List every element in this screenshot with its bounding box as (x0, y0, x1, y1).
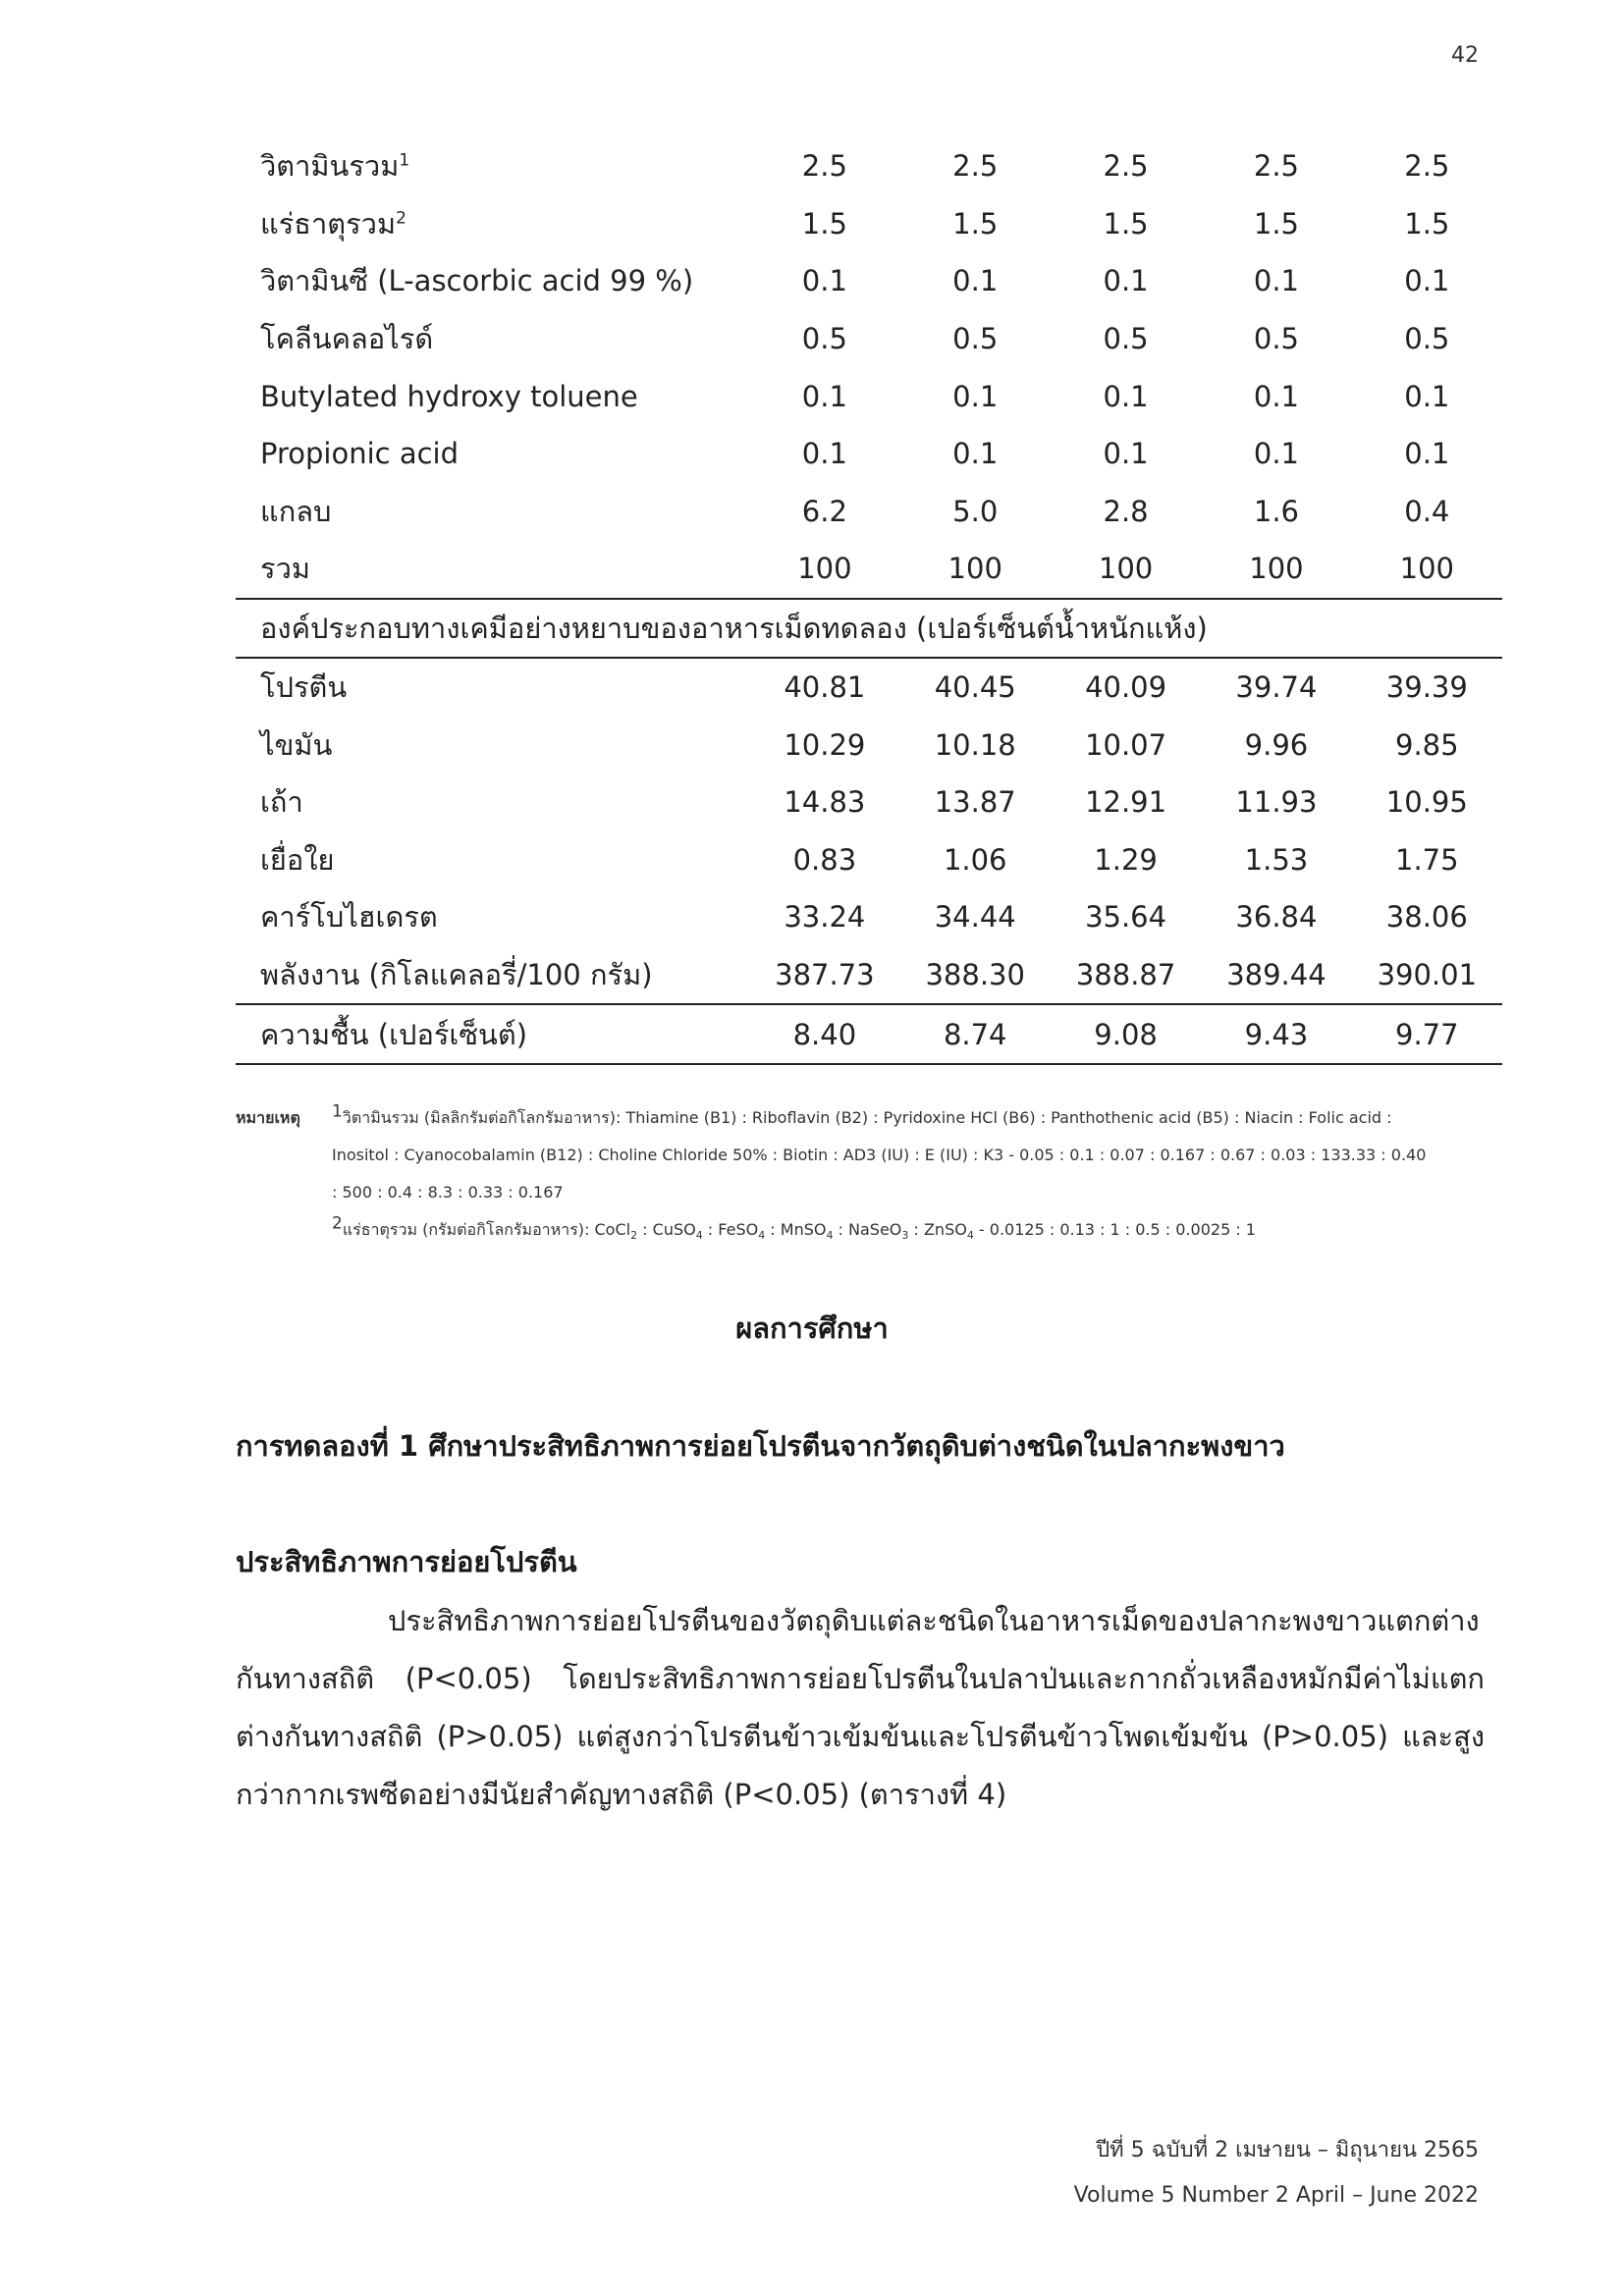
note-1-line-2: Inositol : Cyanocobalamin (B12) : Choline Chloride 50% : Biotin : AD3 (IU) : E (IU) : K3 - 0.05 : 0.1 : 0.07 : 0.167 : 0.67 : 0.03 : 133.33 : 0.40 (332, 1146, 1427, 1164)
note-1 (332, 1099, 1502, 1211)
value-cell: 0.1 (1103, 264, 1149, 298)
value-cell: 0.5 (1103, 322, 1149, 356)
table-row (236, 310, 1502, 368)
row-label (236, 774, 749, 831)
value-cell: 8.40 (749, 1004, 899, 1064)
value-cell: 2.8 (1103, 494, 1149, 528)
row-label (236, 831, 749, 889)
table-row (236, 658, 1502, 717)
footnote-marker: 1 (399, 150, 410, 171)
row-label (236, 946, 749, 1005)
value-cell: 389.44 (1226, 958, 1326, 992)
row-label-text: Propionic acid (260, 437, 459, 471)
subscript: 4 (966, 1229, 974, 1243)
value-cell: 0.1 (801, 437, 847, 471)
value-cell: 38.06 (1385, 900, 1468, 934)
value-cell: 0.83 (792, 842, 857, 877)
value-cell: 100 (1399, 552, 1454, 586)
row-label-text: แกลบ (260, 494, 332, 528)
footer-english: Volume 5 Number 2 April – June 2022 (1073, 2183, 1479, 2208)
value-cell: 0.5 (1253, 322, 1299, 356)
value-cell: 0.1 (1253, 437, 1299, 471)
value-cell: 0.1 (952, 379, 999, 413)
table-row (236, 831, 1502, 889)
value-cell: 8.74 (900, 1004, 1051, 1064)
value-cell: 1.5 (1103, 206, 1149, 240)
value-cell: 13.87 (934, 785, 1016, 820)
value-cell: 0.5 (952, 322, 999, 356)
value-cell: 0.1 (801, 379, 847, 413)
table-row (236, 195, 1502, 253)
row-label (236, 888, 749, 946)
table-row (236, 252, 1502, 310)
value-cell: 9.08 (1051, 1004, 1201, 1064)
value-cell: 0.5 (1404, 322, 1450, 356)
note-2-text: แร่ธาตุรวม (กรัมต่อกิโลกรัมอาหาร): CoCl (342, 1220, 631, 1239)
note-1-text-1: วิตามินรวม (มิลลิกรัมต่อกิโลกรัมอาหาร): Thiamine (B1) : Riboflavin (B2) : Pyridoxine HCl (B6) : Panthothenic acid (B5) : Niacin : Folic acid : (342, 1108, 1392, 1127)
value-cell: 40.45 (934, 670, 1016, 705)
body-paragraph: ประสิทธิภาพการย่อยโปรตีนของวัตถุดิบแต่ละชนิดในอาหารเม็ดของปลากะพงขาวแตกต่างกันทางสถิติ (P<0.05) โดยประสิทธิภาพการย่อยโปรตีนในปลาป่นและกากถั่วเหลืองหมักมีค่าไม่แตกต่างกันทางสถิติ (P>0.05) แต่สูงกว่าโปรตีนข้าวเข้มข้นและโปรตีนข้าวโพดเข้มข้น (P>0.05) และสูงกว่ากากเรพซีดอย่างมีนัยสำคัญทางสถิติ (P<0.05) (ตารางที่ 4) (236, 1604, 1485, 1811)
row-label (236, 195, 749, 253)
note-1-line-3: : 500 : 0.4 : 8.3 : 0.33 : 0.167 (332, 1183, 564, 1201)
proximate-rows (236, 658, 1502, 1005)
value-cell: 100 (1098, 552, 1154, 586)
row-label (236, 540, 749, 599)
value-cell: 1.53 (1244, 842, 1309, 877)
note-2-text: - 0.0125 : 0.13 : 1 : 0.5 : 0.0025 : 1 (973, 1220, 1256, 1239)
note-1-marker: 1 (332, 1101, 343, 1122)
table-row (236, 540, 1502, 599)
value-cell: 14.83 (784, 785, 866, 820)
table-row (236, 888, 1502, 946)
moisture-row (236, 1004, 1502, 1064)
table-row (236, 774, 1502, 831)
value-cell: 1.5 (1404, 206, 1450, 240)
value-cell: 2.5 (1103, 149, 1149, 184)
row-label (236, 367, 749, 425)
note-1-line-1 (332, 1099, 1502, 1137)
subscript: 4 (826, 1229, 834, 1243)
value-cell: 0.1 (1103, 437, 1149, 471)
row-label-text: แร่ธาตุรวม (260, 206, 397, 240)
value-cell: 100 (947, 552, 1002, 586)
subscript: 3 (901, 1229, 909, 1243)
value-cell: 1.29 (1094, 842, 1158, 877)
value-cell: 10.95 (1385, 785, 1468, 820)
value-cell: 0.1 (1404, 379, 1450, 413)
value-cell: 5.0 (952, 494, 999, 528)
section-header-row (236, 599, 1502, 658)
experiment-title: การทดลองที่ 1 ศึกษาประสิทธิภาพการย่อยโปรตีนจากวัตถุดิบต่างชนิดในปลากะพงขาว (236, 1429, 1285, 1463)
value-cell: 1.6 (1253, 494, 1299, 528)
section-header-body (236, 599, 1502, 658)
note-2 (332, 1211, 1502, 1255)
value-cell: 390.01 (1377, 958, 1478, 992)
row-label (236, 483, 749, 541)
value-cell: 0.5 (801, 322, 847, 356)
value-cell: 0.1 (952, 437, 999, 471)
value-cell: 34.44 (934, 900, 1016, 934)
value-cell: 9.96 (1244, 727, 1309, 762)
row-label: ความชื้น (เปอร์เซ็นต์) (236, 1004, 749, 1064)
value-cell: 1.75 (1395, 842, 1459, 877)
row-label (236, 137, 749, 195)
row-label-text: โปรตีน (260, 670, 348, 705)
value-cell: 388.87 (1075, 958, 1176, 992)
row-label (236, 716, 749, 774)
value-cell: 12.91 (1085, 785, 1167, 820)
feed-composition-table (236, 137, 1502, 1065)
value-cell: 10.29 (784, 727, 866, 762)
section-title: ผลการศึกษา (735, 1311, 889, 1345)
value-cell: 100 (797, 552, 852, 586)
table-row (236, 716, 1502, 774)
value-cell: 36.84 (1235, 900, 1318, 934)
value-cell: 1.06 (943, 842, 1007, 877)
value-cell: 0.1 (1404, 437, 1450, 471)
value-cell: 1.5 (801, 206, 847, 240)
row-label-text: วิตามินซี (L-ascorbic acid 99 %) (260, 264, 694, 298)
row-label-text: เยื่อใย (260, 842, 335, 877)
subscript: 4 (695, 1229, 703, 1243)
value-cell: 9.85 (1395, 727, 1459, 762)
note-2-text: : ZnSO (908, 1220, 967, 1239)
table-row (236, 137, 1502, 195)
value-cell: 0.1 (952, 264, 999, 298)
subsection-title: ประสิทธิภาพการย่อยโปรตีน (236, 1545, 577, 1578)
value-cell: 10.07 (1085, 727, 1167, 762)
page-number: 42 (1451, 43, 1479, 68)
value-cell: 39.39 (1385, 670, 1468, 705)
row-label-text: พลังงาน (กิโลแคลอรี่/100 กรัม) (260, 958, 653, 992)
footnote-marker: 2 (396, 208, 406, 229)
value-cell: 0.1 (1103, 379, 1149, 413)
value-cell: 0.4 (1404, 494, 1450, 528)
feed-composition-table-wrap (236, 137, 1502, 1065)
value-cell: 35.64 (1085, 900, 1167, 934)
row-label (236, 658, 749, 717)
notes-heading: หมายเหตุ (236, 1108, 300, 1127)
note-2-marker: 2 (332, 1213, 343, 1234)
value-cell: 100 (1249, 552, 1304, 586)
value-cell: 0.1 (1404, 264, 1450, 298)
row-label-text: คาร์โบไฮเดรต (260, 900, 438, 934)
value-cell: 2.5 (801, 149, 847, 184)
table-row (236, 367, 1502, 425)
row-label-text: ไขมัน (260, 727, 333, 762)
table-row (236, 425, 1502, 483)
row-label-text: โคลีนคลอไรด์ (260, 322, 434, 356)
value-cell: 2.5 (952, 149, 999, 184)
value-cell: 1.5 (1253, 206, 1299, 240)
table-row (236, 946, 1502, 1005)
note-2-text: : CuSO (637, 1220, 696, 1239)
value-cell: 0.1 (1253, 264, 1299, 298)
row-label-text: Butylated hydroxy toluene (260, 379, 638, 413)
table-row (236, 483, 1502, 541)
value-cell: 0.1 (1253, 379, 1299, 413)
value-cell: 387.73 (775, 958, 875, 992)
value-cell: 11.93 (1235, 785, 1318, 820)
section-header-cell: องค์ประกอบทางเคมีอย่างหยาบของอาหารเม็ดทดลอง (เปอร์เซ็นต์น้ำหนักแห้ง) (236, 599, 1502, 658)
row-label-text: วิตามินรวม (260, 149, 400, 184)
value-cell: 9.77 (1352, 1004, 1502, 1064)
note-2-text: : NaSeO (833, 1220, 902, 1239)
table-notes (236, 1099, 1502, 1255)
value-cell: 2.5 (1404, 149, 1450, 184)
value-cell: 0.1 (801, 264, 847, 298)
value-cell: 388.30 (925, 958, 1025, 992)
value-cell: 33.24 (784, 900, 866, 934)
row-label (236, 252, 749, 310)
value-cell: 40.09 (1085, 670, 1167, 705)
row-label-text: เถ้า (260, 785, 303, 820)
value-cell: 10.18 (934, 727, 1016, 762)
row-label (236, 425, 749, 483)
note-2-text: : MnSO (765, 1220, 827, 1239)
row-label-text: รวม (260, 552, 310, 586)
value-cell: 6.2 (801, 494, 847, 528)
journal-footer (1074, 2128, 1479, 2218)
ingredient-rows (236, 137, 1502, 599)
moisture-body (236, 1004, 1502, 1064)
value-cell: 39.74 (1235, 670, 1318, 705)
subscript: 2 (630, 1229, 638, 1243)
subscript: 4 (758, 1229, 766, 1243)
note-2-text: : FeSO (702, 1220, 759, 1239)
row-label (236, 310, 749, 368)
value-cell: 1.5 (952, 206, 999, 240)
footer-thai: ปีที่ 5 ฉบับที่ 2 เมษายน – มิถุนายน 2565 (1096, 2138, 1479, 2163)
value-cell: 9.43 (1201, 1004, 1351, 1064)
value-cell: 40.81 (784, 670, 866, 705)
value-cell: 2.5 (1253, 149, 1299, 184)
